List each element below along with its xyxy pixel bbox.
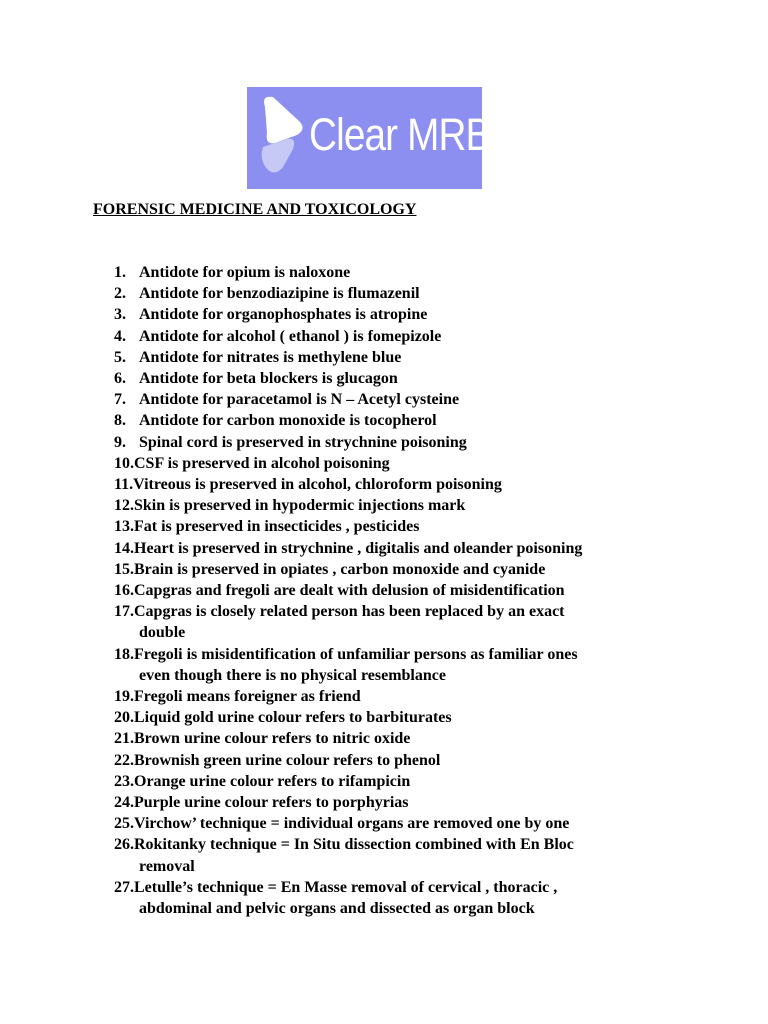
item-text-line: Antidote for paracetamol is N – Acetyl cysteine — [139, 391, 460, 409]
item-number: 12. — [114, 497, 134, 515]
item-number: 8. — [114, 412, 126, 430]
item-number: 11. — [114, 476, 134, 494]
item-text — [134, 538, 674, 559]
item-text — [139, 304, 674, 325]
item-number: 20. — [114, 709, 134, 727]
item-text-line: Letulle’s technique = En Masse removal of cervical , thoracic , — [134, 878, 558, 896]
item-text — [134, 834, 674, 855]
item-number: 16. — [114, 582, 134, 600]
item-text-line: Rokitanky technique = In Situ dissection combined with En Bloc — [134, 836, 574, 854]
list-item-continuation — [114, 898, 674, 919]
item-text-line: Spinal cord is preserved in strychnine poisoning — [139, 433, 467, 451]
item-number: 25. — [114, 815, 134, 833]
list-item — [114, 389, 674, 410]
logo-text: Clear MRB — [309, 109, 491, 160]
item-text-line: Heart is preserved in strychnine , digitalis and oleander poisoning — [134, 539, 583, 557]
list-item — [114, 368, 674, 389]
item-number: 26. — [114, 836, 134, 854]
item-text-line: Vitreous is preserved in alcohol, chloroform poisoning — [133, 476, 502, 494]
list-item-continuation — [114, 622, 674, 643]
list-item — [114, 538, 674, 559]
item-text — [134, 644, 674, 665]
list-item-continuation — [114, 665, 674, 686]
item-text-line: Capgras is closely related person has been replaced by an exact — [134, 603, 565, 621]
item-number: 13. — [114, 518, 134, 536]
item-text — [134, 601, 674, 622]
item-number: 2. — [114, 285, 126, 303]
item-number: 6. — [114, 370, 126, 388]
item-text — [139, 368, 674, 389]
item-text-continuation: removal — [139, 857, 195, 875]
item-text-line: Brown urine colour refers to nitric oxide — [134, 730, 411, 748]
item-text-line: CSF is preserved in alcohol poisoning — [134, 454, 390, 472]
list-item — [114, 347, 674, 368]
list-item — [114, 474, 674, 495]
list-item-continuation — [114, 856, 674, 877]
item-text — [139, 347, 674, 368]
list-item — [114, 601, 674, 622]
item-text — [134, 516, 674, 537]
item-text-line: Liquid gold urine colour refers to barbiturates — [134, 709, 452, 727]
item-text-line: Purple urine colour refers to porphyrias — [134, 794, 409, 812]
item-text-continuation: abdominal and pelvic organs and dissected as organ block — [139, 900, 535, 918]
item-number: 9. — [114, 433, 126, 451]
item-number: 3. — [114, 306, 126, 324]
list-item — [114, 410, 674, 431]
list-item — [114, 580, 674, 601]
list-item — [114, 559, 674, 580]
item-text-line: Antidote for carbon monoxide is tocopherol — [139, 412, 437, 430]
item-number: 7. — [114, 391, 126, 409]
list-item — [114, 750, 674, 771]
item-text — [139, 410, 674, 431]
item-number: 18. — [114, 645, 134, 663]
item-text-continuation: even though there is no physical resemblance — [139, 666, 446, 684]
item-text — [139, 432, 674, 453]
item-text — [134, 877, 674, 898]
list-item — [114, 453, 674, 474]
item-text-line: Orange urine colour refers to rifampicin — [134, 772, 411, 790]
item-text — [134, 728, 674, 749]
item-text-line: Antidote for opium is naloxone — [139, 264, 351, 281]
item-text — [134, 813, 674, 834]
clear-mrb-logo — [247, 87, 491, 189]
item-number: 23. — [114, 772, 134, 790]
item-text-line: Antidote for organophosphates is atropine — [139, 306, 428, 324]
item-text-line: Brain is preserved in opiates , carbon monoxide and cyanide — [134, 560, 546, 578]
item-number: 4. — [114, 327, 126, 345]
list-item — [114, 262, 674, 283]
item-text — [134, 771, 674, 792]
item-text — [139, 262, 674, 283]
item-text-line: Antidote for alcohol ( ethanol ) is fomepizole — [139, 327, 442, 345]
item-number: 15. — [114, 560, 134, 578]
list-item — [114, 304, 674, 325]
item-text — [139, 389, 674, 410]
item-text — [134, 453, 674, 474]
item-text — [134, 580, 674, 601]
item-number: 24. — [114, 794, 134, 812]
item-text — [134, 792, 674, 813]
item-number: 27. — [114, 878, 134, 896]
item-text — [139, 326, 674, 347]
list-item — [114, 644, 674, 665]
list-item — [114, 707, 674, 728]
item-number: 14. — [114, 539, 134, 557]
item-text-line: Skin is preserved in hypodermic injections mark — [134, 497, 466, 515]
list-item — [114, 686, 674, 707]
list-item — [114, 834, 674, 855]
list-item — [114, 516, 674, 537]
document-title: FORENSIC MEDICINE AND TOXICOLOGY — [93, 201, 417, 218]
item-text — [134, 495, 674, 516]
item-text-line: Brownish green urine colour refers to phenol — [134, 751, 441, 769]
item-text — [134, 559, 674, 580]
list-item — [114, 813, 674, 834]
item-number: 10. — [114, 454, 134, 472]
list-item — [114, 283, 674, 304]
item-text-line: Antidote for benzodiazipine is flumazenil — [139, 285, 420, 303]
item-text-line: Fat is preserved in insecticides , pesticides — [134, 518, 420, 536]
list-item — [114, 432, 674, 453]
list-item — [114, 877, 674, 898]
item-text — [133, 474, 674, 495]
item-text — [134, 707, 674, 728]
list-item — [114, 728, 674, 749]
item-text-line: Fregoli is misidentification of unfamiliar persons as familiar ones — [134, 645, 578, 663]
item-text-line: Virchow’ technique = individual organs are removed one by one — [134, 815, 570, 833]
item-number: 5. — [114, 348, 126, 366]
item-text-line: Antidote for nitrates is methylene blue — [139, 348, 402, 366]
item-text — [139, 283, 674, 304]
item-number: 19. — [114, 688, 134, 706]
item-number: 22. — [114, 751, 134, 769]
item-text-line: Fregoli means foreigner as friend — [134, 688, 361, 706]
item-number: 1. — [114, 264, 126, 281]
list-item — [114, 792, 674, 813]
item-number: 21. — [114, 730, 134, 748]
item-text-continuation: double — [139, 624, 186, 642]
item-text — [134, 750, 674, 771]
list-item — [114, 495, 674, 516]
item-text-line: Capgras and fregoli are dealt with delusion of misidentification — [134, 582, 565, 600]
list-item — [114, 771, 674, 792]
item-text-line: Antidote for beta blockers is glucagon — [139, 370, 398, 388]
fact-list — [114, 262, 674, 919]
list-item — [114, 326, 674, 347]
item-number: 17. — [114, 603, 134, 621]
item-text — [134, 686, 674, 707]
